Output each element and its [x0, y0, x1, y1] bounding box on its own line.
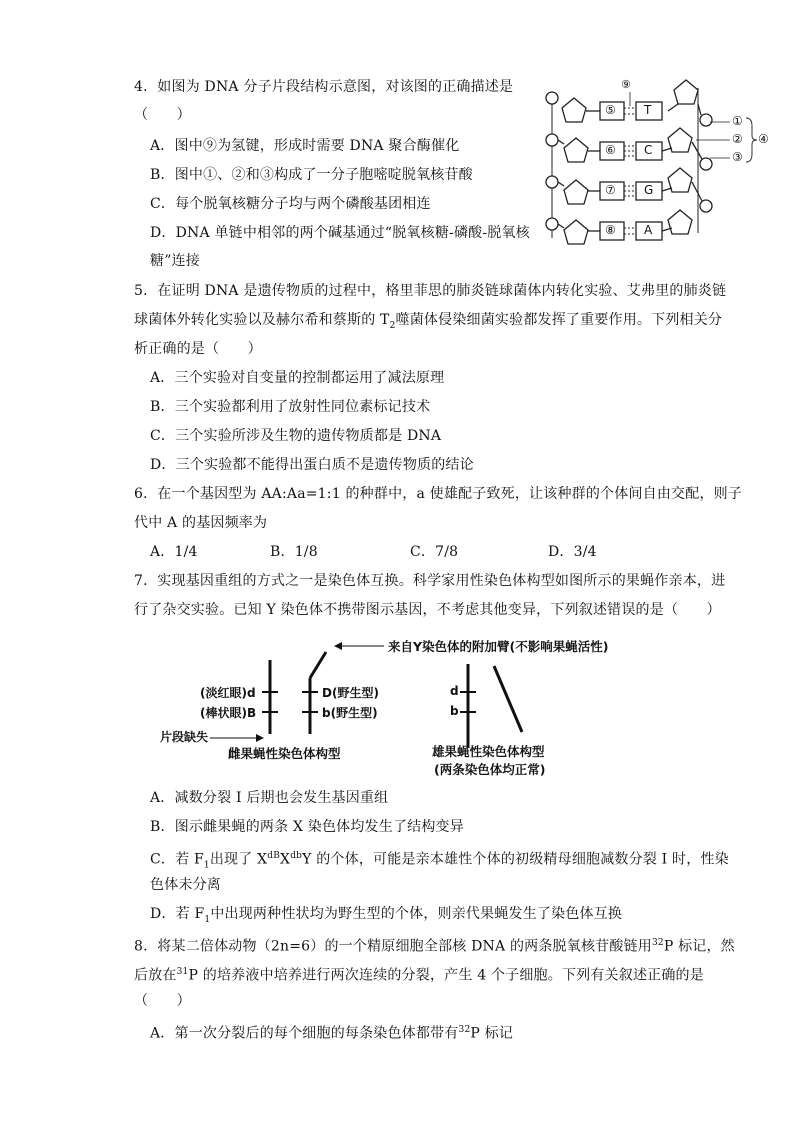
pale-eye-d-label: (淡红眼)d	[200, 686, 256, 700]
q6-option-c: C．7/8	[410, 544, 459, 560]
label-2: ②	[732, 132, 743, 146]
q6-stem-line2: 代中 A 的基因频率为	[134, 515, 268, 531]
q8-option-a: A．第一次分裂后的每个细胞的每条染色体都带有$^{32}$P 标记	[150, 1025, 514, 1042]
hydrogen-bond-label: ⑨	[621, 78, 631, 91]
q5-option-d: D．三个实验都不能得出蛋白质不是遗传物质的结论	[150, 457, 474, 473]
q6-option-d: D．3/4	[548, 544, 597, 560]
q7-stem-line1: 7．实现基因重组的方式之一是染色体互换。科学家用性染色体构型如图所示的果蝇作亲本，进	[134, 573, 726, 589]
q7-option-b: B．图示雌果蝇的两条 X 染色体均发生了结构变异	[150, 819, 464, 835]
q7-stem-line2: 行了杂交实验。已知 Y 染色体不携带图示基因，不考虑其他变异，下列叙述错误的是（ ）	[134, 602, 721, 618]
male-caption: 雄果蝇性染色体构型	[432, 744, 545, 759]
male-d-label: d	[450, 684, 459, 698]
q7-option-a: A．减数分裂 I 后期也会发生基因重组	[150, 790, 389, 806]
q4-option-d: D．DNA 单链中相邻的两个碱基通过“脱氧核糖-磷酸-脱氧核	[150, 225, 530, 241]
row1-num: ⑤	[605, 103, 616, 117]
q4-stem: 4．如图为 DNA 分子片段结构示意图，对该图的正确描述是	[134, 79, 514, 95]
q4-stem-paren: （ ）	[134, 107, 191, 123]
q5-stem-line2: 球菌体外转化实验以及赫尔希和蔡斯的 $T_2$噬菌体侵染细菌实验都发挥了重要作用。下列相关分	[134, 312, 723, 331]
phosphate-circle	[546, 92, 558, 104]
q5-option-a: A．三个实验对自变量的控制都运用了减法原理	[150, 370, 445, 386]
wild-b-label: b(野生型)	[322, 706, 378, 720]
deoxyribose-pentagon	[562, 98, 586, 122]
segment-missing-label: 片段缺失	[160, 730, 209, 744]
row1-base: T	[644, 103, 652, 117]
q6-stem-line1: 6．在一个基因型为 AA:Aa=1:1 的种群中，a 使雄配子致死，让该种群的个体间自由交配，则子	[134, 486, 743, 502]
female-caption: 雌果蝇性染色体构型	[228, 746, 341, 761]
row4-num: ⑧	[605, 223, 616, 237]
q6-option-a: A．1/4	[150, 544, 198, 560]
row2-base: C	[644, 143, 653, 157]
dna-diagram-svg	[538, 78, 778, 258]
q4-option-b: B．图中①、②和③构成了一分子胞嘧啶脱氧核苷酸	[150, 167, 473, 183]
bar-eye-b-label: (棒状眼)B	[200, 706, 257, 720]
q8-stem-line1: 8．将某二倍体动物（2n=6）的一个精原细胞全部核 DNA 的两条脱氧核苷酸链用$^{32}$P 标记，然	[134, 938, 735, 955]
q8-stem-line3: （ ）	[134, 993, 191, 1009]
q7-option-c-cont: 色体未分离	[150, 877, 221, 893]
row3-base: G	[644, 183, 654, 197]
row4-base: A	[644, 223, 653, 237]
q5-option-c: C．三个实验所涉及生物的遗传物质都是 DNA	[150, 428, 442, 444]
q7-option-d: D．若 $F_1$中出现两种性状均为野生型的个体，则亲代果蝇发生了染色体互换	[150, 906, 623, 925]
q4-option-a: A．图中⑨为氢键，形成时需要 DNA 聚合酶催化	[150, 138, 460, 154]
q6-option-b: B．1/8	[270, 544, 318, 560]
q5-stem-line1: 5．在证明 DNA 是遗传物质的过程中，格里菲思的肺炎链球菌体内转化实验、艾弗里的肺炎链	[134, 283, 727, 299]
label-3: ③	[732, 150, 743, 164]
wild-d-label: D(野生型)	[322, 686, 379, 700]
row2-num: ⑥	[605, 143, 616, 157]
attached-arm-label: 来自Y染色体的附加臂(不影响果蝇活性)	[388, 639, 609, 654]
male-caption-note: (两条染色体均正常)	[434, 762, 546, 777]
row3-num: ⑦	[605, 183, 616, 197]
label-1: ①	[732, 114, 743, 128]
male-b-label: b	[450, 704, 459, 718]
q8-stem-line2: 后放在$^{31}$P 的培养液中培养进行两次连续的分裂，产生 4 个子细胞。下列有关叙述正确的是	[134, 967, 704, 984]
q5-stem-line3: 析正确的是（ ）	[134, 341, 262, 357]
label-4: ④	[758, 132, 769, 146]
q4-option-c: C．每个脱氧核糖分子均与两个磷酸基团相连	[150, 196, 431, 212]
q7-option-c: C．若 $F_1$出现了 $X^{dB}X^{db}Y$ 的个体，可能是亲本雄性个体的初级精母细胞减数分裂 I 时，性染	[150, 851, 729, 871]
dna-structure-figure	[538, 78, 778, 258]
q5-option-b: B．三个实验都利用了放射性同位素标记技术	[150, 399, 431, 415]
q4-option-d-cont: 糖”连接	[150, 253, 200, 269]
fruit-fly-chromosome-figure	[150, 630, 670, 780]
